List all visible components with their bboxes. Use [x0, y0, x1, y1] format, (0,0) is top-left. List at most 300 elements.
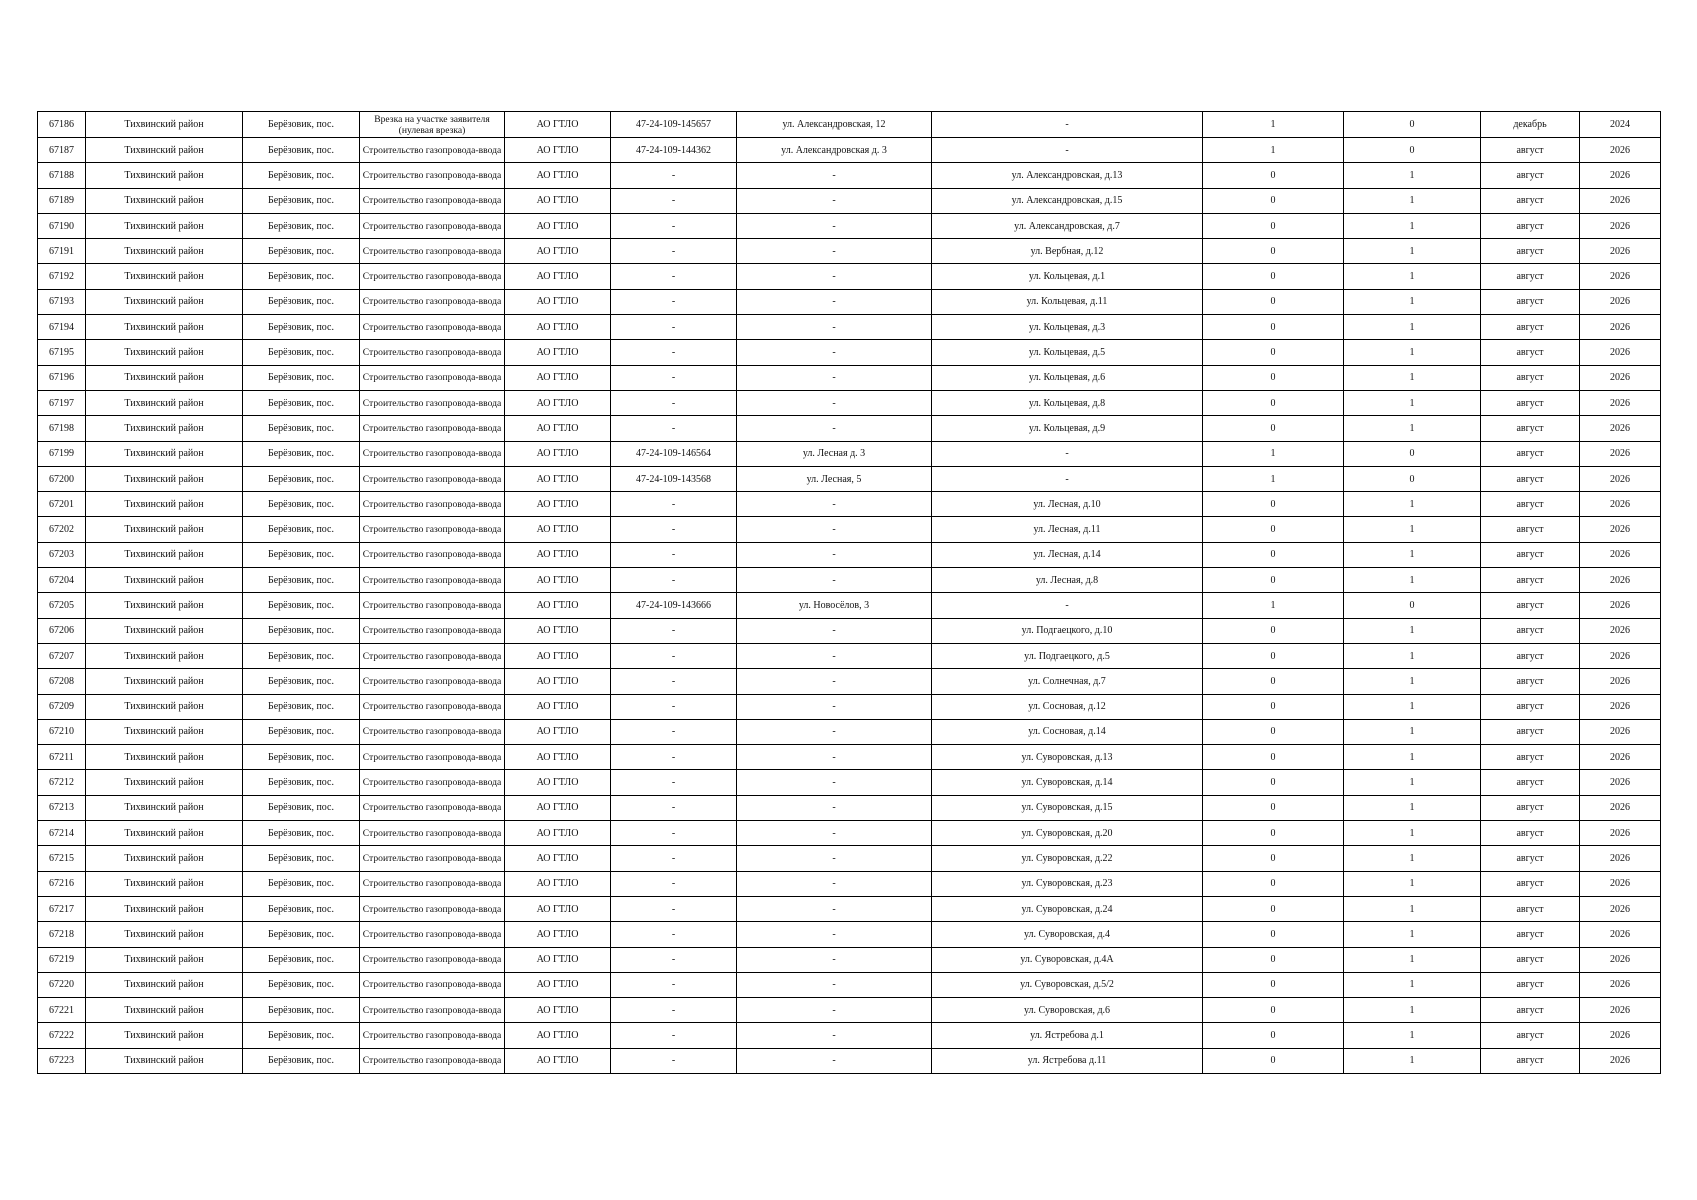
cell-count-a: 0 — [1203, 998, 1344, 1023]
cell-settlement: Берёзовик, пос. — [243, 568, 360, 593]
cell-month: август — [1481, 315, 1580, 340]
cell-count-b: 1 — [1344, 846, 1481, 871]
cell-count-b: 1 — [1344, 239, 1481, 264]
cell-id: 67206 — [38, 618, 86, 643]
cell-year: 2026 — [1580, 871, 1661, 896]
table-row — [38, 138, 1661, 163]
table-row — [38, 188, 1661, 213]
cell-id: 67207 — [38, 643, 86, 668]
cell-address: - — [737, 390, 932, 415]
cell-organization: АО ГТЛО — [505, 947, 611, 972]
cell-count-b: 1 — [1344, 1023, 1481, 1048]
cell-count-a: 0 — [1203, 264, 1344, 289]
cell-month: август — [1481, 871, 1580, 896]
cell-month: август — [1481, 694, 1580, 719]
cell-id: 67193 — [38, 289, 86, 314]
table-row — [38, 1048, 1661, 1073]
cell-month: август — [1481, 821, 1580, 846]
cell-cadastral-number: - — [611, 1048, 737, 1073]
cell-year: 2026 — [1580, 264, 1661, 289]
cell-address: ул. Лесная, 5 — [737, 466, 932, 491]
cell-year: 2026 — [1580, 213, 1661, 238]
cell-address: - — [737, 163, 932, 188]
cell-district: Тихвинский район — [86, 719, 243, 744]
cell-count-a: 0 — [1203, 694, 1344, 719]
table-row — [38, 390, 1661, 415]
cell-cadastral-number: - — [611, 618, 737, 643]
cell-address: ул. Александровская д. 3 — [737, 138, 932, 163]
cell-settlement: Берёзовик, пос. — [243, 694, 360, 719]
cell-work-type: Строительство газопровода-ввода — [360, 922, 505, 947]
cell-settlement: Берёзовик, пос. — [243, 517, 360, 542]
cell-year: 2026 — [1580, 821, 1661, 846]
cell-cadastral-number: - — [611, 340, 737, 365]
cell-address: - — [737, 1048, 932, 1073]
cell-work-type: Строительство газопровода-ввода — [360, 618, 505, 643]
cell-settlement: Берёзовик, пос. — [243, 365, 360, 390]
cell-year: 2026 — [1580, 239, 1661, 264]
cell-address-alt: ул. Лесная, д.10 — [932, 492, 1203, 517]
cell-count-a: 1 — [1203, 112, 1344, 138]
cell-id: 67194 — [38, 315, 86, 340]
cell-count-a: 0 — [1203, 947, 1344, 972]
table-row — [38, 163, 1661, 188]
cell-count-a: 0 — [1203, 542, 1344, 567]
cell-count-a: 0 — [1203, 795, 1344, 820]
table-row — [38, 315, 1661, 340]
cell-cadastral-number: - — [611, 517, 737, 542]
cell-settlement: Берёзовик, пос. — [243, 188, 360, 213]
cell-organization: АО ГТЛО — [505, 922, 611, 947]
cell-count-a: 0 — [1203, 669, 1344, 694]
cell-address-alt: ул. Суворовская, д.13 — [932, 745, 1203, 770]
table-row — [38, 846, 1661, 871]
cell-year: 2026 — [1580, 669, 1661, 694]
cell-cadastral-number: - — [611, 643, 737, 668]
cell-address: - — [737, 947, 932, 972]
cell-year: 2026 — [1580, 922, 1661, 947]
cell-month: август — [1481, 492, 1580, 517]
table-row — [38, 239, 1661, 264]
cell-organization: АО ГТЛО — [505, 239, 611, 264]
cell-district: Тихвинский район — [86, 643, 243, 668]
cell-work-type: Врезка на участке заявителя (нулевая врезка) — [360, 112, 505, 138]
cell-organization: АО ГТЛО — [505, 416, 611, 441]
cell-id: 67203 — [38, 542, 86, 567]
cell-count-a: 0 — [1203, 643, 1344, 668]
table-row — [38, 896, 1661, 921]
cell-work-type: Строительство газопровода-ввода — [360, 492, 505, 517]
cell-address: - — [737, 896, 932, 921]
cell-organization: АО ГТЛО — [505, 846, 611, 871]
cell-settlement: Берёзовик, пос. — [243, 669, 360, 694]
cell-settlement: Берёзовик, пос. — [243, 770, 360, 795]
cell-month: август — [1481, 896, 1580, 921]
table-row — [38, 112, 1661, 138]
cell-district: Тихвинский район — [86, 795, 243, 820]
table-row — [38, 669, 1661, 694]
cell-count-b: 1 — [1344, 947, 1481, 972]
cell-address-alt: ул. Суворовская, д.20 — [932, 821, 1203, 846]
cell-id: 67199 — [38, 441, 86, 466]
cell-year: 2026 — [1580, 365, 1661, 390]
cell-address-alt: ул. Кольцевая, д.5 — [932, 340, 1203, 365]
cell-year: 2026 — [1580, 542, 1661, 567]
cell-address: - — [737, 745, 932, 770]
cell-count-a: 1 — [1203, 441, 1344, 466]
cell-id: 67218 — [38, 922, 86, 947]
cell-id: 67216 — [38, 871, 86, 896]
cell-organization: АО ГТЛО — [505, 213, 611, 238]
cell-cadastral-number: 47-24-109-144362 — [611, 138, 737, 163]
cell-organization: АО ГТЛО — [505, 1048, 611, 1073]
cell-district: Тихвинский район — [86, 745, 243, 770]
cell-work-type: Строительство газопровода-ввода — [360, 264, 505, 289]
cell-address-alt: ул. Подгаецкого, д.5 — [932, 643, 1203, 668]
gas-connection-table — [37, 111, 1661, 1074]
cell-organization: АО ГТЛО — [505, 542, 611, 567]
cell-address-alt: ул. Кольцевая, д.3 — [932, 315, 1203, 340]
table-row — [38, 922, 1661, 947]
cell-organization: АО ГТЛО — [505, 492, 611, 517]
cell-id: 67212 — [38, 770, 86, 795]
cell-organization: АО ГТЛО — [505, 315, 611, 340]
cell-id: 67223 — [38, 1048, 86, 1073]
cell-cadastral-number: - — [611, 922, 737, 947]
cell-month: август — [1481, 998, 1580, 1023]
cell-district: Тихвинский район — [86, 998, 243, 1023]
cell-year: 2024 — [1580, 112, 1661, 138]
cell-count-b: 1 — [1344, 972, 1481, 997]
cell-address: - — [737, 846, 932, 871]
cell-address: ул. Александровская, 12 — [737, 112, 932, 138]
cell-organization: АО ГТЛО — [505, 972, 611, 997]
cell-count-a: 0 — [1203, 871, 1344, 896]
cell-address: - — [737, 871, 932, 896]
cell-address: ул. Лесная д. 3 — [737, 441, 932, 466]
cell-month: август — [1481, 669, 1580, 694]
cell-count-a: 0 — [1203, 315, 1344, 340]
cell-id: 67197 — [38, 390, 86, 415]
cell-address-alt: ул. Ястребова д.11 — [932, 1048, 1203, 1073]
cell-id: 67204 — [38, 568, 86, 593]
cell-count-b: 1 — [1344, 618, 1481, 643]
cell-organization: АО ГТЛО — [505, 669, 611, 694]
cell-count-b: 1 — [1344, 871, 1481, 896]
cell-cadastral-number: 47-24-109-145657 — [611, 112, 737, 138]
cell-year: 2026 — [1580, 568, 1661, 593]
cell-address-alt: ул. Лесная, д.8 — [932, 568, 1203, 593]
cell-address-alt: ул. Александровская, д.13 — [932, 163, 1203, 188]
cell-year: 2026 — [1580, 289, 1661, 314]
cell-id: 67214 — [38, 821, 86, 846]
cell-work-type: Строительство газопровода-ввода — [360, 719, 505, 744]
cell-year: 2026 — [1580, 390, 1661, 415]
table-row — [38, 770, 1661, 795]
table-row — [38, 1023, 1661, 1048]
cell-count-b: 1 — [1344, 365, 1481, 390]
cell-address-alt: - — [932, 112, 1203, 138]
cell-address-alt: ул. Суворовская, д.23 — [932, 871, 1203, 896]
cell-count-a: 1 — [1203, 593, 1344, 618]
cell-district: Тихвинский район — [86, 213, 243, 238]
table-row — [38, 947, 1661, 972]
cell-work-type: Строительство газопровода-ввода — [360, 289, 505, 314]
cell-work-type: Строительство газопровода-ввода — [360, 770, 505, 795]
cell-year: 2026 — [1580, 517, 1661, 542]
cell-settlement: Берёзовик, пос. — [243, 390, 360, 415]
cell-count-b: 1 — [1344, 188, 1481, 213]
table-row — [38, 365, 1661, 390]
cell-district: Тихвинский район — [86, 340, 243, 365]
cell-id: 67213 — [38, 795, 86, 820]
cell-work-type: Строительство газопровода-ввода — [360, 441, 505, 466]
cell-month: август — [1481, 188, 1580, 213]
cell-id: 67200 — [38, 466, 86, 491]
cell-address: - — [737, 416, 932, 441]
cell-address-alt: - — [932, 466, 1203, 491]
cell-address: - — [737, 568, 932, 593]
cell-organization: АО ГТЛО — [505, 390, 611, 415]
cell-address-alt: ул. Суворовская, д.14 — [932, 770, 1203, 795]
cell-id: 67209 — [38, 694, 86, 719]
cell-count-a: 0 — [1203, 239, 1344, 264]
cell-count-b: 1 — [1344, 896, 1481, 921]
cell-cadastral-number: - — [611, 163, 737, 188]
cell-settlement: Берёзовик, пос. — [243, 643, 360, 668]
cell-address-alt: - — [932, 138, 1203, 163]
cell-district: Тихвинский район — [86, 188, 243, 213]
cell-work-type: Строительство газопровода-ввода — [360, 972, 505, 997]
cell-district: Тихвинский район — [86, 593, 243, 618]
cell-cadastral-number: 47-24-109-143568 — [611, 466, 737, 491]
cell-work-type: Строительство газопровода-ввода — [360, 466, 505, 491]
cell-address: - — [737, 542, 932, 567]
cell-work-type: Строительство газопровода-ввода — [360, 795, 505, 820]
cell-month: август — [1481, 770, 1580, 795]
cell-address: - — [737, 694, 932, 719]
cell-count-a: 0 — [1203, 517, 1344, 542]
cell-district: Тихвинский район — [86, 896, 243, 921]
cell-year: 2026 — [1580, 188, 1661, 213]
cell-count-a: 0 — [1203, 289, 1344, 314]
cell-district: Тихвинский район — [86, 315, 243, 340]
cell-count-a: 0 — [1203, 1023, 1344, 1048]
cell-address: - — [737, 517, 932, 542]
cell-cadastral-number: - — [611, 365, 737, 390]
cell-address: - — [737, 972, 932, 997]
cell-settlement: Берёзовик, пос. — [243, 846, 360, 871]
cell-month: август — [1481, 947, 1580, 972]
cell-district: Тихвинский район — [86, 846, 243, 871]
cell-organization: АО ГТЛО — [505, 770, 611, 795]
cell-count-b: 1 — [1344, 770, 1481, 795]
cell-cadastral-number: - — [611, 416, 737, 441]
cell-district: Тихвинский район — [86, 466, 243, 491]
cell-count-b: 1 — [1344, 568, 1481, 593]
cell-id: 67222 — [38, 1023, 86, 1048]
cell-work-type: Строительство газопровода-ввода — [360, 593, 505, 618]
cell-month: август — [1481, 922, 1580, 947]
cell-district: Тихвинский район — [86, 264, 243, 289]
table-row — [38, 492, 1661, 517]
cell-cadastral-number: - — [611, 1023, 737, 1048]
cell-district: Тихвинский район — [86, 163, 243, 188]
cell-settlement: Берёзовик, пос. — [243, 492, 360, 517]
cell-address: - — [737, 770, 932, 795]
cell-id: 67208 — [38, 669, 86, 694]
cell-address-alt: ул. Кольцевая, д.11 — [932, 289, 1203, 314]
cell-cadastral-number: 47-24-109-143666 — [611, 593, 737, 618]
cell-district: Тихвинский район — [86, 694, 243, 719]
cell-month: август — [1481, 239, 1580, 264]
cell-address-alt: ул. Суворовская, д.4 — [932, 922, 1203, 947]
cell-district: Тихвинский район — [86, 669, 243, 694]
cell-organization: АО ГТЛО — [505, 163, 611, 188]
cell-settlement: Берёзовик, пос. — [243, 871, 360, 896]
cell-count-a: 0 — [1203, 163, 1344, 188]
cell-district: Тихвинский район — [86, 492, 243, 517]
cell-year: 2026 — [1580, 719, 1661, 744]
cell-count-b: 1 — [1344, 315, 1481, 340]
cell-month: август — [1481, 213, 1580, 238]
table-row — [38, 972, 1661, 997]
cell-count-b: 0 — [1344, 593, 1481, 618]
cell-month: август — [1481, 466, 1580, 491]
cell-district: Тихвинский район — [86, 138, 243, 163]
cell-id: 67187 — [38, 138, 86, 163]
cell-address: - — [737, 618, 932, 643]
cell-district: Тихвинский район — [86, 1048, 243, 1073]
table-row — [38, 416, 1661, 441]
cell-organization: АО ГТЛО — [505, 466, 611, 491]
cell-address: - — [737, 821, 932, 846]
cell-month: август — [1481, 441, 1580, 466]
cell-year: 2026 — [1580, 896, 1661, 921]
cell-district: Тихвинский район — [86, 922, 243, 947]
cell-organization: АО ГТЛО — [505, 1023, 611, 1048]
cell-organization: АО ГТЛО — [505, 517, 611, 542]
table-row — [38, 618, 1661, 643]
cell-settlement: Берёзовик, пос. — [243, 719, 360, 744]
cell-id: 67217 — [38, 896, 86, 921]
cell-address-alt: ул. Сосновая, д.14 — [932, 719, 1203, 744]
cell-count-a: 0 — [1203, 719, 1344, 744]
cell-district: Тихвинский район — [86, 289, 243, 314]
cell-count-b: 1 — [1344, 643, 1481, 668]
cell-settlement: Берёзовик, пос. — [243, 998, 360, 1023]
cell-year: 2026 — [1580, 846, 1661, 871]
cell-count-a: 0 — [1203, 972, 1344, 997]
cell-settlement: Берёзовик, пос. — [243, 138, 360, 163]
cell-year: 2026 — [1580, 1023, 1661, 1048]
cell-month: август — [1481, 568, 1580, 593]
cell-month: август — [1481, 365, 1580, 390]
cell-work-type: Строительство газопровода-ввода — [360, 138, 505, 163]
cell-settlement: Берёзовик, пос. — [243, 542, 360, 567]
cell-cadastral-number: - — [611, 390, 737, 415]
cell-count-a: 1 — [1203, 466, 1344, 491]
cell-settlement: Берёзовик, пос. — [243, 289, 360, 314]
cell-organization: АО ГТЛО — [505, 998, 611, 1023]
cell-year: 2026 — [1580, 138, 1661, 163]
cell-count-b: 1 — [1344, 694, 1481, 719]
table-row — [38, 795, 1661, 820]
cell-cadastral-number: - — [611, 998, 737, 1023]
cell-count-b: 1 — [1344, 289, 1481, 314]
cell-cadastral-number: - — [611, 669, 737, 694]
cell-year: 2026 — [1580, 466, 1661, 491]
cell-id: 67201 — [38, 492, 86, 517]
cell-cadastral-number: - — [611, 694, 737, 719]
table-row — [38, 745, 1661, 770]
cell-address-alt: - — [932, 441, 1203, 466]
cell-address: - — [737, 795, 932, 820]
cell-id: 67186 — [38, 112, 86, 138]
cell-address-alt: ул. Суворовская, д.4А — [932, 947, 1203, 972]
cell-id: 67190 — [38, 213, 86, 238]
cell-cadastral-number: - — [611, 745, 737, 770]
cell-cadastral-number: - — [611, 188, 737, 213]
cell-settlement: Берёзовик, пос. — [243, 264, 360, 289]
cell-year: 2026 — [1580, 643, 1661, 668]
cell-work-type: Строительство газопровода-ввода — [360, 315, 505, 340]
cell-count-b: 1 — [1344, 821, 1481, 846]
table-row — [38, 466, 1661, 491]
cell-address-alt: ул. Солнечная, д.7 — [932, 669, 1203, 694]
cell-work-type: Строительство газопровода-ввода — [360, 365, 505, 390]
cell-district: Тихвинский район — [86, 770, 243, 795]
cell-id: 67205 — [38, 593, 86, 618]
cell-year: 2026 — [1580, 998, 1661, 1023]
cell-id: 67189 — [38, 188, 86, 213]
cell-month: август — [1481, 517, 1580, 542]
cell-count-a: 0 — [1203, 340, 1344, 365]
cell-settlement: Берёзовик, пос. — [243, 239, 360, 264]
cell-count-b: 1 — [1344, 542, 1481, 567]
cell-cadastral-number: - — [611, 264, 737, 289]
cell-year: 2026 — [1580, 795, 1661, 820]
cell-settlement: Берёзовик, пос. — [243, 441, 360, 466]
cell-work-type: Строительство газопровода-ввода — [360, 239, 505, 264]
cell-cadastral-number: - — [611, 568, 737, 593]
cell-count-b: 1 — [1344, 492, 1481, 517]
cell-organization: АО ГТЛО — [505, 745, 611, 770]
cell-organization: АО ГТЛО — [505, 694, 611, 719]
cell-year: 2026 — [1580, 972, 1661, 997]
cell-district: Тихвинский район — [86, 416, 243, 441]
cell-month: август — [1481, 163, 1580, 188]
cell-month: август — [1481, 1048, 1580, 1073]
cell-cadastral-number: - — [611, 770, 737, 795]
cell-id: 67202 — [38, 517, 86, 542]
table-row — [38, 998, 1661, 1023]
cell-settlement: Берёзовик, пос. — [243, 821, 360, 846]
cell-organization: АО ГТЛО — [505, 112, 611, 138]
cell-settlement: Берёзовик, пос. — [243, 340, 360, 365]
cell-work-type: Строительство газопровода-ввода — [360, 1048, 505, 1073]
cell-address-alt: ул. Кольцевая, д.9 — [932, 416, 1203, 441]
cell-count-a: 0 — [1203, 922, 1344, 947]
cell-count-a: 0 — [1203, 618, 1344, 643]
cell-address: - — [737, 315, 932, 340]
cell-month: декабрь — [1481, 112, 1580, 138]
cell-cadastral-number: - — [611, 896, 737, 921]
cell-district: Тихвинский район — [86, 390, 243, 415]
cell-count-b: 1 — [1344, 795, 1481, 820]
cell-address-alt: ул. Ястребова д.1 — [932, 1023, 1203, 1048]
table-row — [38, 821, 1661, 846]
